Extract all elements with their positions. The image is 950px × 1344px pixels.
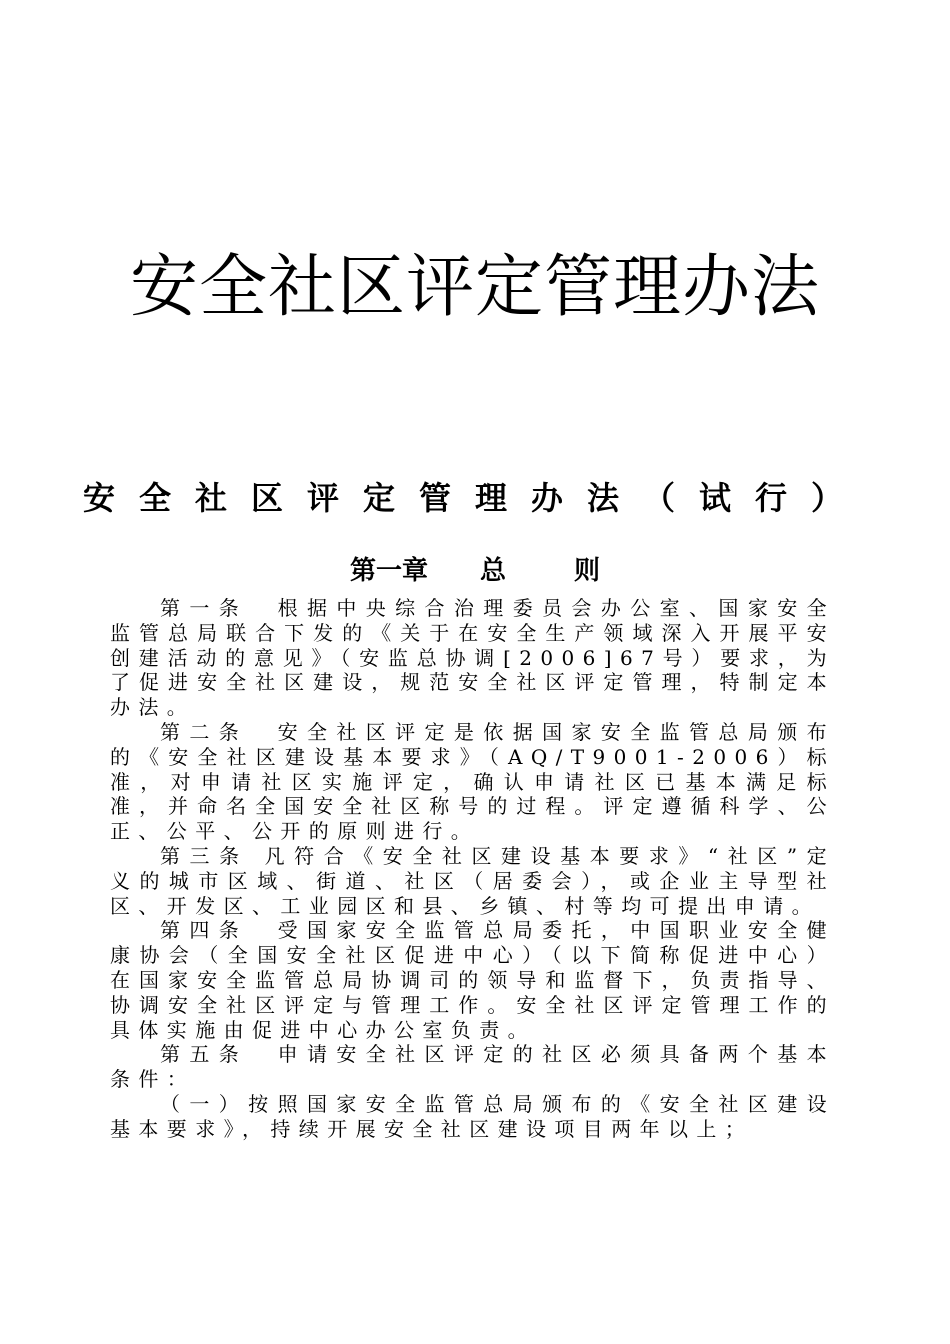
article-5-item-1: （一）按照国家安全监管总局颁布的《安全社区建设基本要求》，持续开展安全社区建设项目两年以上； xyxy=(110,1091,835,1141)
document-body xyxy=(110,596,835,1142)
chapter-number: 第一章 xyxy=(349,556,428,586)
document-main-title: 安全社区评定管理办法 xyxy=(129,248,820,327)
article-3-paragraph: 第三条 凡符合《安全社区建设基本要求》“社区”定义的城市区域、街道、社区（居委会），或企业主导型社区、开发区、工业园区和县、乡镇、村等均可提出申请。 xyxy=(110,843,835,918)
chapter-title-char-2: 则 xyxy=(574,556,601,586)
article-5-paragraph: 第五条 申请安全社区评定的社区必须具备两个基本条件： xyxy=(110,1042,835,1092)
chapter-title-char-1: 总 xyxy=(479,556,506,586)
document-subtitle: 安全社区评定管理办法（试行） xyxy=(82,479,867,517)
article-2-paragraph: 第二条 安全社区评定是依据国家安全监管总局颁布的《安全社区建设基本要求》（AQ/T9001-2006）标准，对申请社区实施评定，确认申请社区已基本满足标准，并命名全国安全社区称号的过程。评定遵循科学、公正、公平、公开的原则进行。 xyxy=(110,719,835,844)
chapter-heading xyxy=(0,553,950,589)
article-4-paragraph: 第四条 受国家安全监管总局委托，中国职业安全健康协会（全国安全社区促进中心）（以下简称促进中心）在国家安全监管总局协调司的领导和监督下，负责指导、协调安全社区评定与管理工作。安全社区评定管理工作的具体实施由促进中心办公室负责。 xyxy=(110,918,835,1042)
article-1-paragraph: 第一条 根据中央综合治理委员会办公室、国家安全监管总局联合下发的《关于在安全生产领域深入开展平安创建活动的意见》（安监总协调[2006]67号）要求，为了促进安全社区建设，规范安全社区评定管理，特制定本办法。 xyxy=(110,596,835,720)
